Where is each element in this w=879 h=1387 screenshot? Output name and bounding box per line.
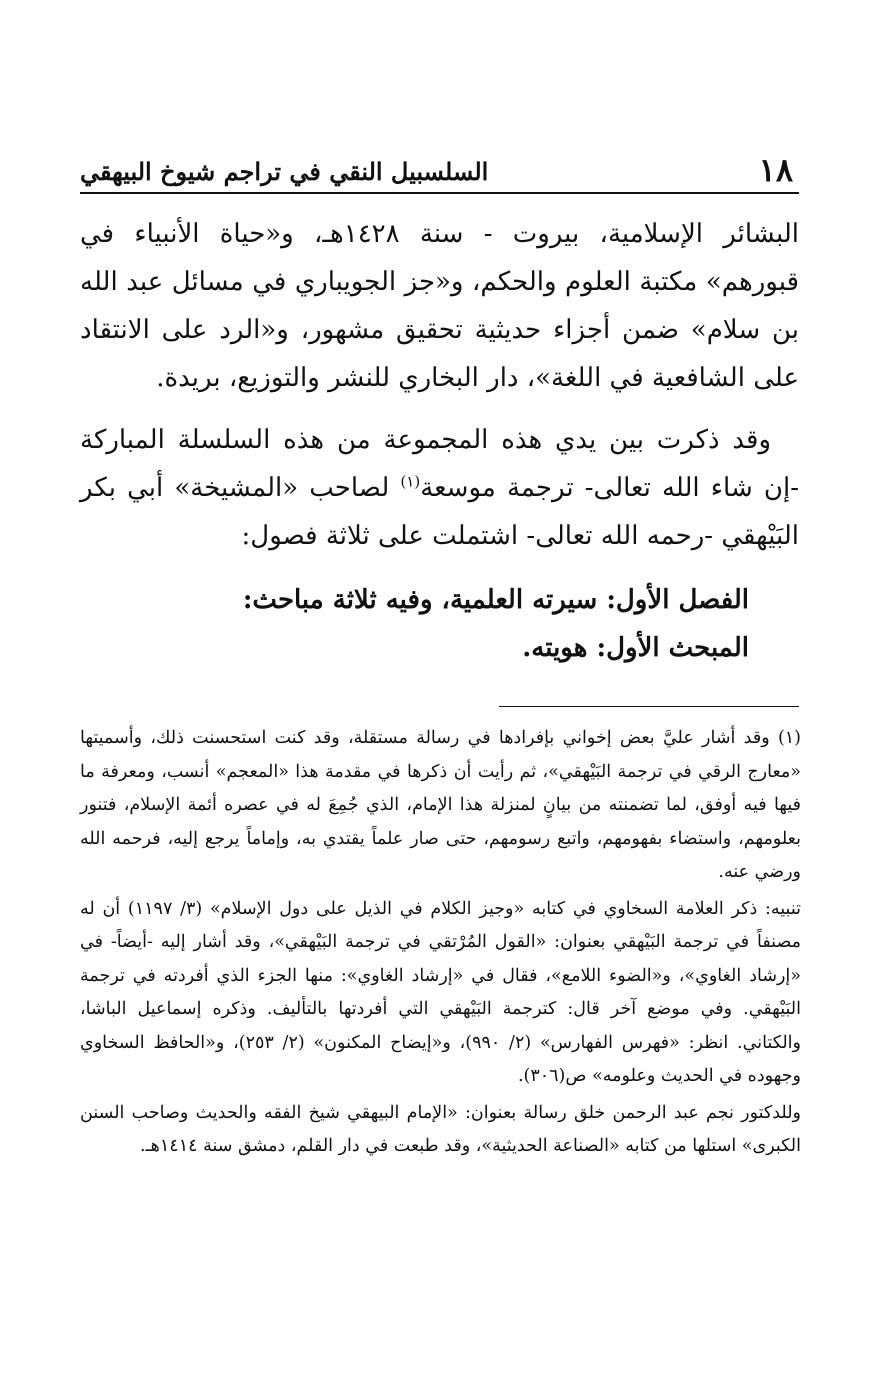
footnote-1-mark: (١) xyxy=(777,728,801,748)
chapter-heading: الفصل الأول: سيرته العلمية، وفيه ثلاثة مباحث: xyxy=(242,585,749,615)
section-heading: المبحث الأول: هويته. xyxy=(522,633,749,663)
paragraph-1: البشائر الإسلامية، بيروت - سنة ١٤٢٨هـ، و«حياة الأنبياء في قبورهم» مكتبة العلوم والحكم، و«جز الجويباري في مسائل عبد الله بن سلام» ضمن أجزاء حديثية تحقيق مشهور، و«الرد على الانتقاد على الشافعية في اللغة»، دار البخاري للنشر والتوزيع، بريدة. xyxy=(80,219,799,393)
main-text xyxy=(80,210,799,560)
page-number: ١٨ xyxy=(758,151,793,189)
paragraph-2 xyxy=(80,416,799,560)
page-header xyxy=(80,150,799,194)
footnote-note-najm: وللدكتور نجم عبد الرحمن خلق رسالة بعنوان: «الإمام البيهقي شيخ الفقه والحديث وصاحب السنن الكبرى» استلها من كتابه «الصناعة الحديثية»، وقد طبعت في دار القلم، دمشق سنة ١٤١٤هـ. xyxy=(80,1102,801,1156)
footnote-note-tanbih: تنبيه: ذكر العلامة السخاوي في كتابه «وجيز الكلام في الذيل على دول الإسلام» (٣/ ١١٩٧) أن له مصنفاً في ترجمة البَيْهقي بعنوان: «القول المُرْتقي في ترجمة البَيْهقي»، وقد أشار إليه -أيضاً- في «إرشاد الغاوي»، و«الضوء اللامع»، فقال في «إرشاد الغاوي»: منها الجزء الذي أفردته في ترجمة البَيْهقي. وفي موضع آخر قال: كترجمة البَيْهقي التي أفردتها بالتأليف. وذكره إسماعيل الباشا، والكتاني. انظر: «فهرس الفهارس» (٢/ ٩٩٠)، و«إيضاح المكنون» (٢/ ٢٥٣)، و«الحافظ السخاوي وجهوده في الحديث وعلومه» ص(٣٠٦). xyxy=(80,898,801,1086)
footnote-1 xyxy=(80,722,801,890)
paragraph-2-text-b: لصاحب «المشيخة» أبي بكر البَيْهقي -رحمه الله تعالى- اشتملت على ثلاثة فصول: xyxy=(80,473,799,551)
footnotes xyxy=(80,722,801,1164)
footnote-reference[interactable]: (١) xyxy=(400,472,421,491)
footnote-1-text: وقد أشار عليَّ بعض إخواني بإفرادها في رسالة مستقلة، وقد كنت استحسنت ذلك، وأسميتها «معارج الرقي في ترجمة البَيْهقي»، ثم رأيت أن ذكرها في مقدمة هذا «المعجم» أنسب، ومعرفة ما فيها فيه أوفق، لما تضمنته من بيانٍ لمنزلة هذا الإمام، الذي جُمِعَ له في عصره أئمة الإسلام، فتنور بعلومهم، واستضاء بفهومهم، واتبع رسومهم، حتى صار علماً يقتدي به، وإماماً يرجع إليه، فرحمه الله ورضي عنه. xyxy=(80,728,801,882)
paragraph-2-text-a: وقد ذكرت بين يدي هذه المجموعة من هذه السلسلة المباركة -إن شاء الله تعالى- ترجمة موسعة xyxy=(80,425,799,503)
running-title: السلسبيل النقي في تراجم شيوخ البيهقي xyxy=(80,157,489,186)
footnote-divider xyxy=(499,706,799,707)
